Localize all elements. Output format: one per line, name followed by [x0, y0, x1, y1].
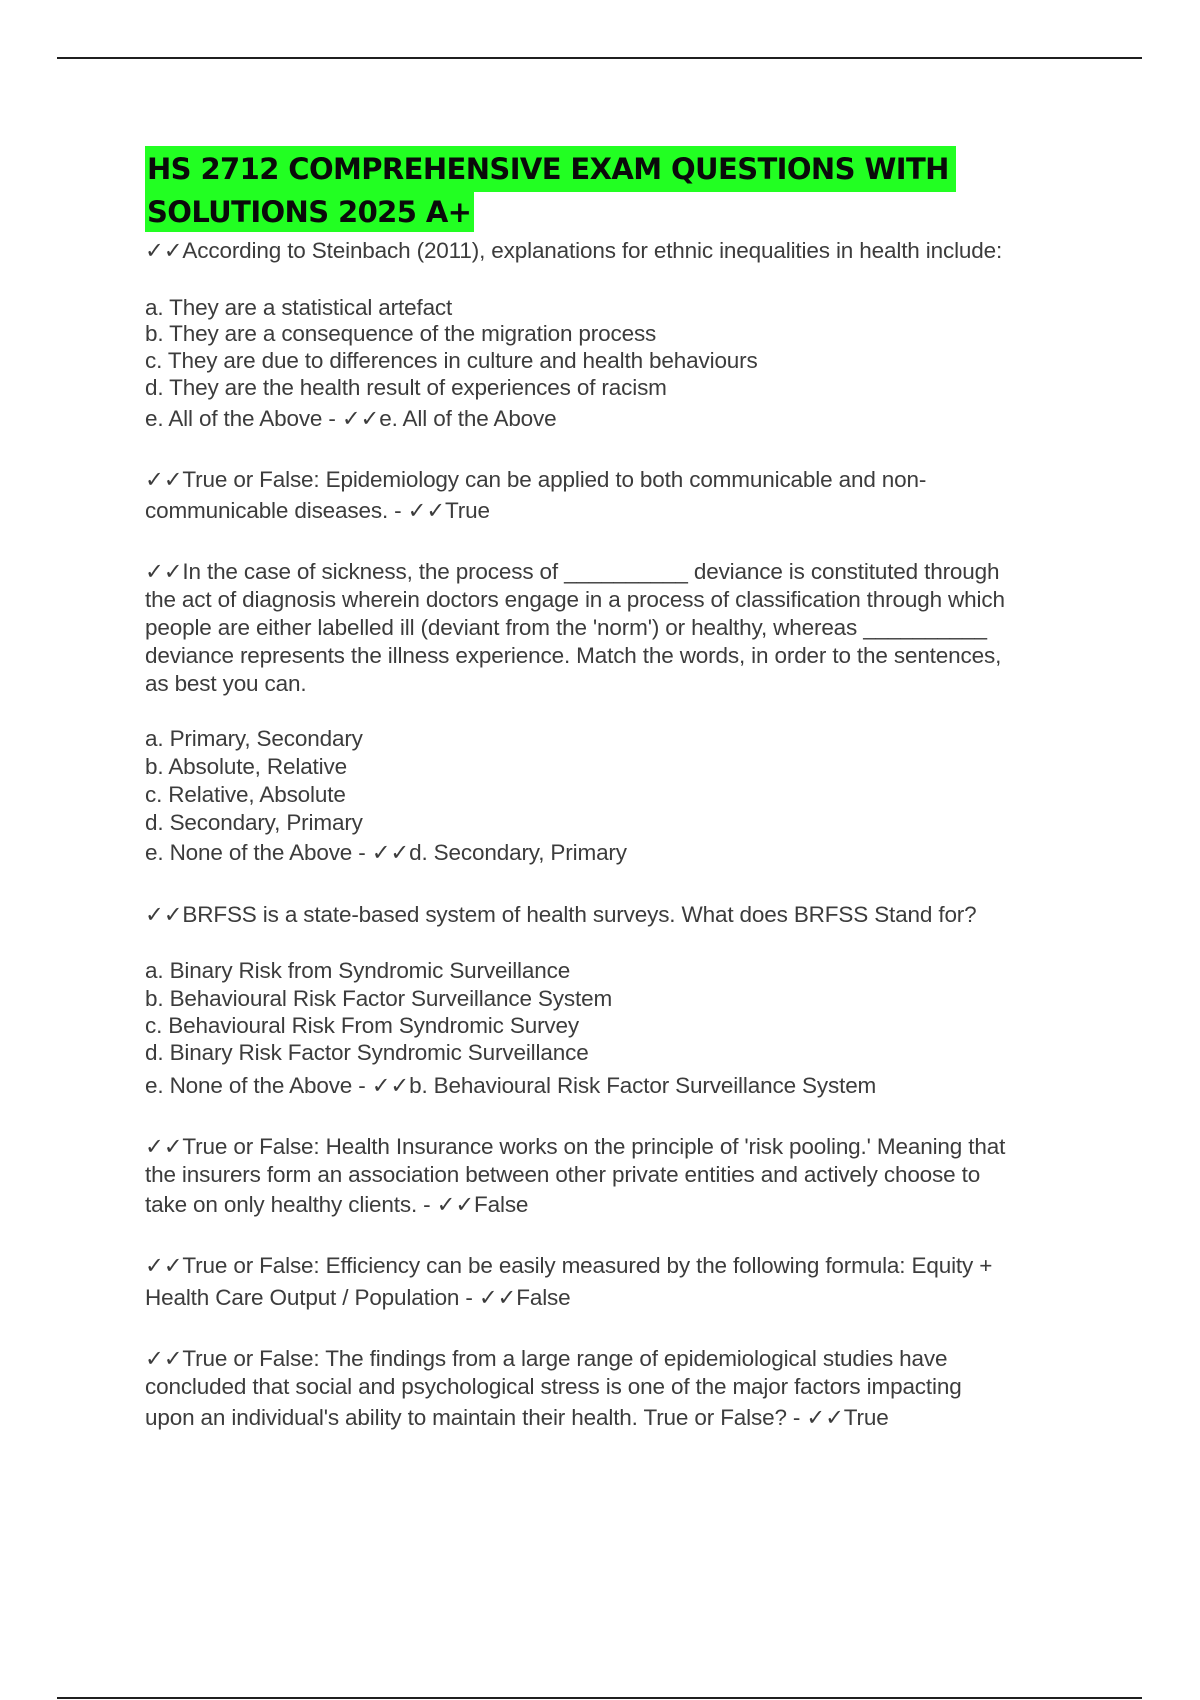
option-a: a. Primary, Secondary [145, 726, 363, 751]
question-text: people are either labelled ill (deviant from the 'norm') or healthy, whereas __________ [145, 615, 987, 640]
question-text: concluded that social and psychological stress is one of the major factors impacting [145, 1374, 962, 1399]
option-b: b. They are a consequence of the migration process [145, 321, 657, 346]
option-e-with-answer: e. None of the Above - ✓✓b. Behavioural Risk Factor Surveillance System [145, 1073, 877, 1098]
option-a: a. Binary Risk from Syndromic Surveillance [145, 958, 571, 983]
bottom-page-rule [57, 1697, 1142, 1699]
option-d: d. Secondary, Primary [145, 810, 363, 835]
option-e-with-answer: e. None of the Above - ✓✓d. Secondary, Primary [145, 840, 627, 865]
option-d: d. Binary Risk Factor Syndromic Surveillance [145, 1040, 589, 1065]
question-text: ✓✓According to Steinbach (2011), explanations for ethnic inequalities in health include: [145, 238, 1003, 263]
option-e-with-answer: e. All of the Above - ✓✓e. All of the Above [145, 406, 557, 431]
question-text: ✓✓True or False: Health Insurance works on the principle of 'risk pooling.' Meaning that [145, 1134, 1006, 1159]
option-d: d. They are the health result of experiences of racism [145, 375, 667, 400]
question-text: ✓✓True or False: The findings from a large range of epidemiological studies have [145, 1346, 948, 1371]
question-text: ✓✓True or False: Epidemiology can be applied to both communicable and non- [145, 467, 927, 492]
title-line-1: HS 2712 COMPREHENSIVE EXAM QUESTIONS WITH [145, 146, 956, 192]
question-text-with-answer: Health Care Output / Population - ✓✓False [145, 1285, 571, 1310]
option-b: b. Behavioural Risk Factor Surveillance System [145, 986, 613, 1011]
question-text: ✓✓BRFSS is a state-based system of health surveys. What does BRFSS Stand for? [145, 902, 977, 927]
option-c: c. Relative, Absolute [145, 782, 346, 807]
question-text-with-answer: communicable diseases. - ✓✓True [145, 498, 490, 523]
option-c: c. Behavioural Risk From Syndromic Survey [145, 1013, 579, 1038]
question-text: ✓✓In the case of sickness, the process of __________ deviance is constituted through [145, 559, 1000, 584]
option-a: a. They are a statistical artefact [145, 295, 453, 320]
top-page-rule [57, 57, 1142, 59]
question-text: the insurers form an association between other private entities and actively choose to [145, 1162, 981, 1187]
question-text: ✓✓True or False: Efficiency can be easily measured by the following formula: Equity + [145, 1253, 993, 1278]
question-text-with-answer: upon an individual's ability to maintain their health. True or False? - ✓✓True [145, 1405, 889, 1430]
option-b: b. Absolute, Relative [145, 754, 347, 779]
title-line-2: SOLUTIONS 2025 A+ [145, 192, 474, 232]
question-text: as best you can. [145, 671, 307, 696]
question-text-with-answer: take on only healthy clients. - ✓✓False [145, 1192, 529, 1217]
question-text: the act of diagnosis wherein doctors engage in a process of classification through which [145, 587, 1005, 612]
question-text: deviance represents the illness experience. Match the words, in order to the sentences, [145, 643, 1002, 668]
option-c: c. They are due to differences in culture and health behaviours [145, 348, 758, 373]
